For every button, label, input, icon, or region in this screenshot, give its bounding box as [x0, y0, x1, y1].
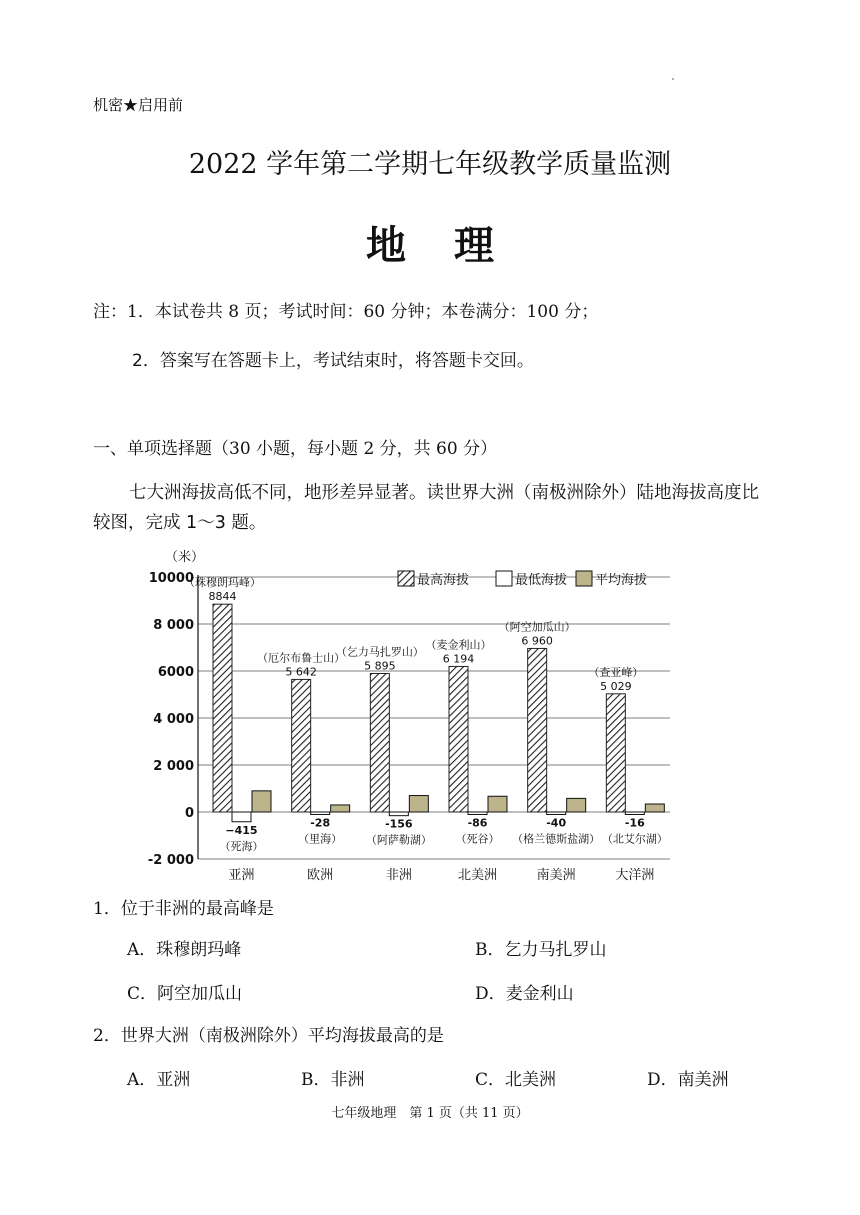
- note-line-2: 2．答案写在答题卡上，考试结束时，将答题卡交回。: [132, 351, 534, 371]
- question-1-option-d[interactable]: D．麦金利山: [475, 984, 574, 1004]
- max-peak-name: （阿空加瓜山）: [498, 620, 576, 634]
- min-value-label: -156: [385, 817, 413, 831]
- x-category-label: 大洋洲: [615, 868, 655, 883]
- max-value-label: 5 895: [364, 659, 396, 673]
- bar-max-elevation: [370, 673, 389, 812]
- bar-min-elevation: [311, 812, 330, 815]
- min-value-label: -86: [467, 816, 488, 830]
- legend-label: 平均海拔: [595, 573, 648, 588]
- question-1-option-c[interactable]: C．阿空加瓜山: [127, 984, 243, 1004]
- y-tick-label: 4 000: [153, 712, 194, 727]
- min-place-name: （死谷）: [455, 832, 500, 846]
- y-axis-label: （米）: [165, 550, 205, 565]
- question-2-option-a[interactable]: A．亚洲: [127, 1070, 191, 1090]
- subject-title: 地理: [366, 223, 542, 269]
- max-peak-name: （厄尔布鲁士山）: [257, 651, 346, 665]
- confidential-label: 机密★启用前: [93, 96, 184, 114]
- max-value-label: 8844: [208, 590, 237, 604]
- legend-label: 最高海拔: [417, 573, 470, 588]
- y-tick-label: 2 000: [153, 759, 194, 774]
- legend-swatch: [496, 571, 512, 586]
- x-category-label: 北美洲: [457, 868, 498, 883]
- x-category-label: 亚洲: [228, 868, 255, 883]
- bar-average-elevation: [252, 791, 271, 812]
- min-place-name: （格兰德斯盐湖）: [512, 832, 601, 846]
- bar-min-elevation: [625, 812, 644, 815]
- x-category-label: 南美洲: [536, 868, 576, 883]
- bar-average-elevation: [567, 798, 586, 812]
- legend-swatch: [576, 571, 592, 586]
- bar-average-elevation: [488, 796, 507, 812]
- bar-max-elevation: [528, 648, 547, 812]
- min-place-name: （死海）: [219, 839, 264, 853]
- max-peak-name: （乞力马扎罗山）: [335, 645, 424, 659]
- max-value-label: 6 960: [521, 634, 553, 648]
- min-place-name: （北艾尔湖）: [601, 832, 668, 846]
- exam-title: 2022 学年第二学期七年级教学质量监测: [188, 149, 672, 180]
- max-value-label: 5 642: [285, 665, 317, 679]
- y-tick-label: 10000: [148, 571, 194, 586]
- bar-max-elevation: [606, 694, 625, 812]
- min-value-label: -40: [546, 816, 567, 830]
- max-peak-name: （珠穆朗玛峰）: [184, 576, 261, 590]
- bar-min-elevation: [468, 812, 487, 815]
- bar-average-elevation: [409, 796, 428, 812]
- min-value-label: −415: [225, 823, 258, 837]
- question-1-option-a[interactable]: A．珠穆朗玛峰: [127, 940, 242, 960]
- max-peak-name: （查亚峰）: [588, 665, 644, 679]
- bar-max-elevation: [449, 666, 468, 812]
- x-category-label: 非洲: [385, 868, 412, 883]
- question-2-option-d[interactable]: D．南美洲: [647, 1070, 729, 1090]
- page-footer: 七年级地理 第 1 页（共 11 页）: [331, 1106, 529, 1121]
- y-tick-label: 0: [184, 806, 194, 821]
- section-title: 一、单项选择题（30 小题，每小题 2 分，共 60 分）: [93, 439, 498, 459]
- question-1-option-b[interactable]: B．乞力马扎罗山: [475, 940, 607, 960]
- max-value-label: 5 029: [600, 679, 632, 693]
- min-value-label: -28: [310, 816, 331, 830]
- min-value-label: -16: [624, 816, 645, 830]
- bar-min-elevation: [547, 812, 566, 815]
- x-category-label: 欧洲: [307, 868, 334, 883]
- legend-label: 最低海拔: [515, 573, 568, 588]
- y-tick-label: 8 000: [153, 618, 194, 633]
- question-1-stem: 1．位于非洲的最高峰是: [93, 899, 274, 919]
- bar-average-elevation: [331, 805, 350, 812]
- question-2-option-b[interactable]: B．非洲: [301, 1070, 365, 1090]
- y-tick-label: -2 000: [147, 853, 194, 868]
- legend-swatch: [398, 571, 414, 586]
- question-intro: 七大洲海拔高低不同，地形差异显著。读世界大洲（南极洲除外）陆地海拔高度比较图，完成 1～3 题。: [93, 483, 759, 533]
- bar-min-elevation: [389, 812, 408, 816]
- bar-min-elevation: [232, 812, 251, 822]
- note-line-1: 注：1．本试卷共 8 页；考试时间：60 分钟；本卷满分：100 分；: [93, 302, 599, 322]
- question-2-stem: 2．世界大洲（南极洲除外）平均海拔最高的是: [93, 1026, 444, 1046]
- min-place-name: （阿萨勒湖）: [365, 833, 432, 847]
- elevation-chart: [140, 544, 700, 886]
- bar-max-elevation: [213, 604, 232, 812]
- y-tick-label: 6000: [157, 665, 194, 680]
- bar-average-elevation: [645, 804, 664, 812]
- max-value-label: 6 194: [442, 652, 475, 666]
- max-peak-name: （麦金利山）: [425, 638, 492, 652]
- scan-dot: [672, 78, 674, 80]
- bar-max-elevation: [292, 679, 311, 812]
- min-place-name: （里海）: [298, 832, 343, 846]
- chart-svg: [140, 544, 700, 886]
- question-2-option-c[interactable]: C．北美洲: [475, 1070, 557, 1090]
